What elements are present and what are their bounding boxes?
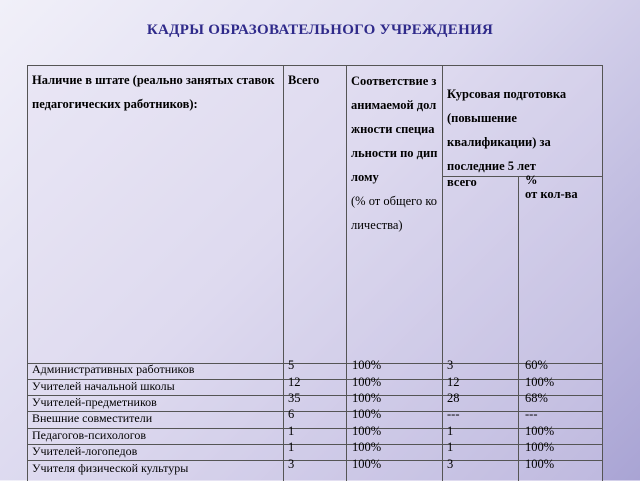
row-name: Учителя физической культуры <box>32 461 189 475</box>
row-match: 100% <box>352 375 382 389</box>
row-pct: 100% <box>525 457 555 471</box>
row-name: Педагогов-психологов <box>32 428 147 442</box>
row-total: 12 <box>288 375 301 389</box>
row-name: Учителей-предметников <box>32 395 157 409</box>
row-pct: 68% <box>525 391 548 405</box>
column-divider <box>442 66 443 481</box>
row-pct: 100% <box>525 424 555 438</box>
header-training: Курсовая подготовка (повышение квалификации) за последние 5 лет <box>447 87 567 173</box>
row-match: 100% <box>352 440 382 454</box>
row-total: 5 <box>288 358 295 372</box>
column-divider <box>518 176 519 481</box>
row-name: Учителей начальной школы <box>32 379 175 393</box>
column-divider <box>283 66 284 481</box>
header-training-pct <box>525 170 597 204</box>
column-divider <box>346 66 347 481</box>
row-match: 100% <box>352 391 382 405</box>
header-training-all: всего <box>447 175 477 189</box>
row-name: Административных работников <box>32 362 195 376</box>
row-total: 35 <box>288 391 301 405</box>
row-trained: 1 <box>447 440 454 454</box>
row-trained: 12 <box>447 375 460 389</box>
page-title: КАДРЫ ОБРАЗОВАТЕЛЬНОГО УЧРЕЖДЕНИЯ <box>146 22 494 38</box>
row-match: 100% <box>352 424 382 438</box>
row-trained: 28 <box>447 391 460 405</box>
row-name: Внешние совместители <box>32 411 153 425</box>
header-match-note: (% от общего количества) <box>351 194 438 232</box>
row-pct: --- <box>525 407 538 421</box>
header-match <box>351 69 439 237</box>
row-total: 1 <box>288 424 295 438</box>
row-name: Учителей-логопедов <box>32 444 138 458</box>
row-total: 3 <box>288 457 295 471</box>
header-total: Всего <box>288 73 320 87</box>
row-match: 100% <box>352 358 382 372</box>
row-trained: --- <box>447 407 460 421</box>
header-training-pct-sub: от кол-ва <box>525 187 578 201</box>
row-trained: 3 <box>447 457 454 471</box>
row-pct: 100% <box>525 375 555 389</box>
row-pct: 100% <box>525 440 555 454</box>
row-total: 6 <box>288 407 295 421</box>
row-match: 100% <box>352 457 382 471</box>
staff-table <box>27 65 603 481</box>
row-trained: 3 <box>447 358 454 372</box>
header-match-label: Соответствие занимаемой должности специальности по диплому <box>351 74 438 184</box>
row-pct: 60% <box>525 358 548 372</box>
header-staff: Наличие в штате (реально занятых ставок педагогических работников): <box>32 73 275 111</box>
row-total: 1 <box>288 440 295 454</box>
row-trained: 1 <box>447 424 454 438</box>
row-match: 100% <box>352 407 382 421</box>
header-training-pct-sign: % <box>525 173 538 187</box>
